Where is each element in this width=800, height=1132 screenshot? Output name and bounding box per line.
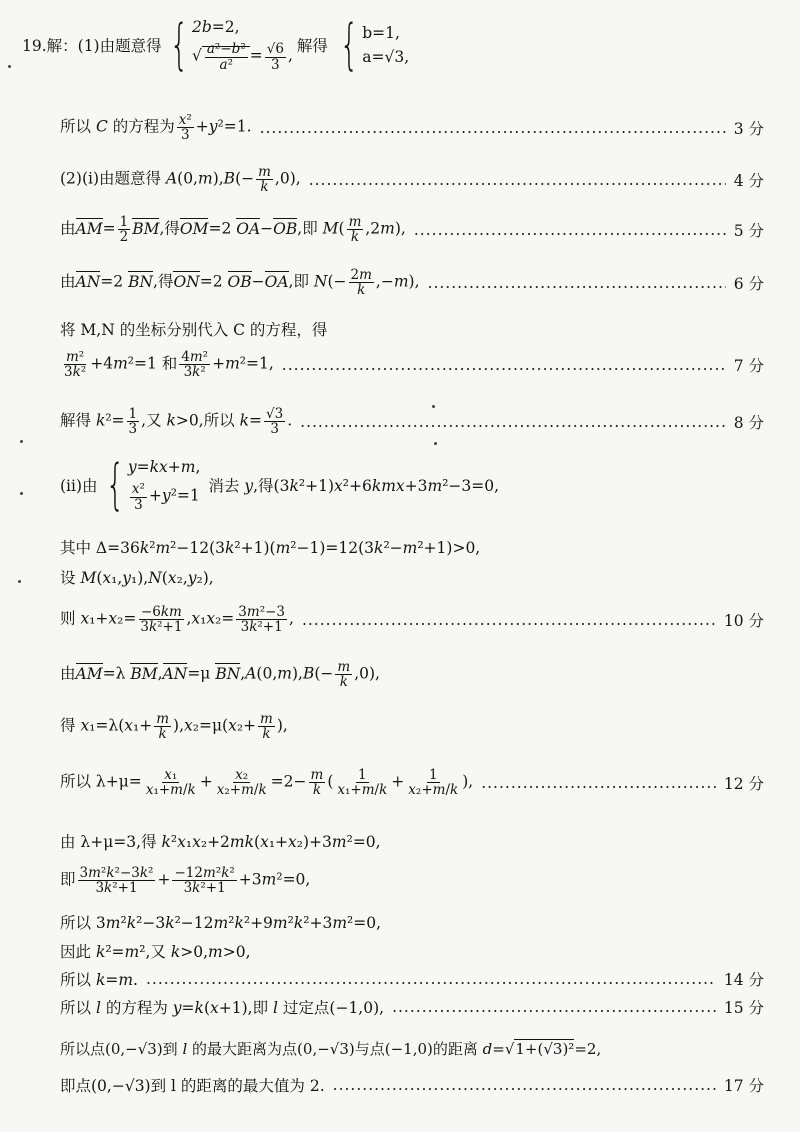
- points-14: 12 分: [723, 774, 764, 793]
- scan-speck: [20, 492, 23, 495]
- line-5: [60, 318, 764, 340]
- line-6: $\frac{\text{m²}}{\text{3k²}}$ +4m²=1 和 $\frac{\text{4m²}}{\text{3k²}}$ +m²=1, ..... 7 分: [60, 350, 764, 379]
- system-1-eq1: 2b=2,: [191, 18, 240, 37]
- line-10: 设 M(x₁,y₁),N(x₂,y₂),: [60, 569, 214, 587]
- line-9: 其中 Δ=36k²m²−12(3k²+1)(m²−1)=12(3k²−m²+1)>0,: [60, 539, 481, 557]
- points-6: 7 分: [733, 356, 764, 375]
- scan-speck: [20, 440, 23, 443]
- line-14: 所以 λ+μ= $\frac{\text{x₁}}{\text{x₁+m/k}}$ + $\frac{\text{x₂}}{\text{x₂+m/k}}$ =2− $\frac{m}{k}$ ( $\frac{1}{\text{x₁+m/k}}$ + $\frac{1}{\text{x₂+m/k}}$ ), ..... 12 分: [60, 768, 764, 797]
- system-1: { 2b=2, √ $\frac{\text{a²−b²}}{\text{a²}}$ = $\frac{√6}{3}$ ,: [169, 13, 293, 76]
- solution-header: [22, 13, 764, 76]
- points-1: 3 分: [733, 119, 764, 138]
- header-text: 19.解：(1)由题意得: [22, 37, 162, 55]
- system-2: { b=1, a=√3,: [339, 13, 410, 76]
- line-20: 所以 l 的方程为 y=k(x+1),即 l 过定点(−1,0), ..... 15 分: [60, 996, 764, 1018]
- points-11: 10 分: [723, 611, 764, 630]
- scan-speck: [432, 405, 435, 408]
- points-7: 8 分: [733, 413, 764, 432]
- system-2-eq1: b=1,: [362, 24, 400, 42]
- line-13: 得 x₁=λ(x₁+ $\frac{m}{k}$ ),x₂=μ(x₂+ $\frac{m}{k}$ ),: [60, 711, 288, 743]
- line-5-text: 将 M,N 的坐标分别代入 C 的方程，得: [60, 321, 328, 339]
- line-18: 因此 k²=m²,又 k>0,m>0,: [60, 943, 251, 961]
- line-2: (2)(ⅰ)由题意得 A(0,m),B(− $\frac{m}{k}$ ,0), ..... 4 分: [60, 165, 764, 194]
- points-2: 4 分: [733, 171, 764, 190]
- scan-speck: [18, 580, 21, 583]
- line-22: [60, 1074, 764, 1096]
- line-19: 所以 k=m. ..... 14 分: [60, 968, 764, 990]
- line-1: 所以 C 的方程为 $\frac{\text{x²}}{3}$ +y²=1. ..... 3 分: [60, 113, 764, 142]
- scan-speck: [434, 442, 437, 445]
- line-21: 所以点(0,−√3)到 l 的最大距离为点(0,−√3)与点(−1,0)的距离 d=√1+(√3)²=2,: [60, 1040, 602, 1058]
- line-11: 则 x₁+x₂= $\frac{-6km}{\text{3k²+1}}$ ,x₁x₂= $\frac{\text{3m²−3}}{\text{3k²+1}}$ , ..... 10 分: [60, 605, 764, 634]
- line-3: 由AM= $\frac{1}{2}$ BM,得OM=2 OA−OB,即 M( $\frac{m}{k}$ ,2m), ..... 5 分: [60, 215, 764, 244]
- system-2-eq2: a=√3,: [362, 48, 410, 66]
- points-3: 5 分: [733, 221, 764, 240]
- scan-speck: [8, 65, 11, 68]
- line-7: 解得 k²= $\frac{1}{3}$ ,又 k>0,所以 k= $\frac{√3}{3}$ . ..... 8 分: [60, 407, 764, 436]
- line-16: 即 $\frac{\text{3m²k²−3k²}}{\text{3k²+1}}$ + $\frac{\text{−12m²k²}}{\text{3k²+1}}$ +3m²=0,: [60, 865, 311, 897]
- points-4: 6 分: [733, 274, 764, 293]
- system-1-eq2: √ $\frac{\text{a²−b²}}{\text{a²}}$ = $\frac{√6}{3}$ ,: [191, 41, 293, 73]
- line-15: 由 λ+μ=3,得 k²x₁x₂+2mk(x₁+x₂)+3m²=0,: [60, 833, 381, 851]
- line-17: 所以 3m²k²−3k²−12m²k²+9m²k²+3m²=0,: [60, 914, 382, 932]
- line-4: 由AN=2 BN,得ON=2 OB−OA,即 N(− $\frac{2m}{k}$ ,−m), ..... 6 分: [60, 268, 764, 297]
- points-22: 17 分: [723, 1077, 764, 1095]
- line-8: (ⅱ)由 { y=kx+m, $\frac{\text{x²}}{3}$ +y²=1 消去 y,得(3k²+1)x²+6kmx+3m²−3=0,: [60, 453, 500, 516]
- line-22-text: 即点(0,−√3)到 l 的距离的最大值为 2.: [60, 1077, 325, 1095]
- solve-label: 解得: [296, 37, 328, 55]
- points-19: 14 分: [723, 971, 764, 989]
- line-12: 由AM=λ BM,AN=μ BN,A(0,m),B(− $\frac{m}{k}$ ,0),: [60, 659, 380, 691]
- points-20: 15 分: [723, 999, 764, 1017]
